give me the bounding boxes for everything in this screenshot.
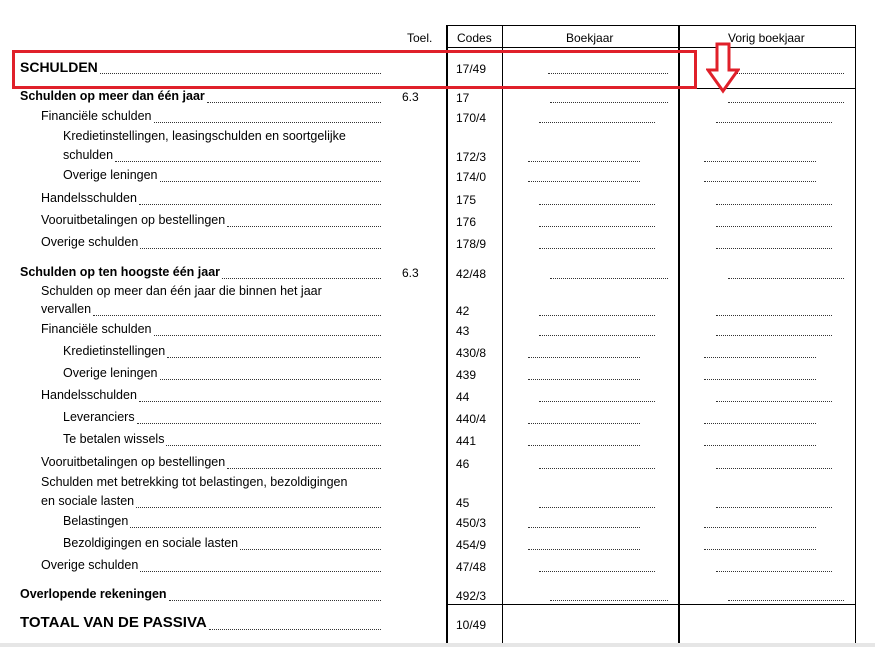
- row-code: 42: [456, 304, 470, 318]
- boekjaar-value: [528, 527, 640, 528]
- row-label: TOTAAL VAN DE PASSIVA: [20, 614, 207, 631]
- leader-dots: [240, 549, 381, 550]
- row-code: 17: [456, 91, 470, 105]
- row-toel: 6.3: [402, 266, 419, 280]
- leader-dots: [207, 102, 381, 103]
- leader-dots: [169, 600, 381, 601]
- vorig-boekjaar-value: [716, 122, 832, 123]
- boekjaar-value: [550, 600, 668, 601]
- row-label: Handelsschulden: [41, 191, 137, 205]
- vorig-boekjaar-value: [716, 335, 832, 336]
- row-label: SCHULDEN: [20, 59, 98, 75]
- leader-dots: [160, 181, 381, 182]
- boekjaar-value: [539, 122, 655, 123]
- vorig-boekjaar-value: [716, 507, 832, 508]
- totaal-top-border: [446, 604, 856, 605]
- leader-dots: [140, 248, 381, 249]
- leader-dots: [209, 629, 381, 630]
- codes-right-border: [502, 25, 503, 644]
- row-code: 42/48: [456, 267, 487, 281]
- header-vorig-boekjaar: Vorig boekjaar: [728, 31, 805, 45]
- header-toel: Toel.: [407, 31, 433, 45]
- row-code: 430/8: [456, 346, 487, 360]
- vorig-boekjaar-value: [716, 315, 832, 316]
- header-top-border: [446, 25, 856, 26]
- boekjaar-value: [539, 335, 655, 336]
- leader-dots: [139, 204, 381, 205]
- boekjaar-value: [528, 445, 640, 446]
- row-code: 175: [456, 193, 477, 207]
- vorig-boekjaar-value: [716, 401, 832, 402]
- row-label: Schulden op meer dan één jaar die binnen het jaar: [41, 284, 322, 298]
- row-label: Overige leningen: [63, 366, 158, 380]
- row-label: Schulden op ten hoogste één jaar: [20, 265, 221, 279]
- row-code: 439: [456, 368, 477, 382]
- row-label: Overige schulden: [41, 558, 139, 572]
- vorig-boekjaar-value: [728, 278, 844, 279]
- vorig-boekjaar-value: [704, 161, 816, 162]
- leader-dots: [154, 122, 381, 123]
- header-boekjaar: Boekjaar: [566, 31, 614, 45]
- row-code: 17/49: [456, 62, 487, 76]
- row-label: Bezoldigingen en sociale lasten: [63, 536, 239, 550]
- vorig-right-border: [855, 25, 856, 644]
- vorig-boekjaar-value: [704, 445, 816, 446]
- leader-dots: [130, 527, 381, 528]
- boekjaar-value: [539, 401, 655, 402]
- row-code: 170/4: [456, 111, 487, 125]
- row-label: schulden: [63, 148, 114, 162]
- row-code: 440/4: [456, 412, 487, 426]
- row-label: Financiële schulden: [41, 109, 152, 123]
- boekjaar-value: [550, 102, 668, 103]
- row-code: 450/3: [456, 516, 487, 530]
- vorig-boekjaar-value: [704, 181, 816, 182]
- row-code: 178/9: [456, 237, 487, 251]
- row-label: Kredietinstellingen: [63, 344, 166, 358]
- vorig-boekjaar-value: [728, 600, 844, 601]
- leader-dots: [222, 278, 381, 279]
- row-code: 47/48: [456, 560, 487, 574]
- down-arrow-icon: [706, 42, 740, 94]
- row-code: 46: [456, 457, 470, 471]
- row-code: 44: [456, 390, 470, 404]
- leader-dots: [227, 468, 381, 469]
- leader-dots: [140, 571, 381, 572]
- row-label: Handelsschulden: [41, 388, 137, 402]
- row-label: vervallen: [41, 302, 92, 316]
- row-code: 176: [456, 215, 477, 229]
- codes-left-border: [446, 25, 448, 644]
- row-label: Vooruitbetalingen op bestellingen: [41, 455, 226, 469]
- row-code: 45: [456, 496, 470, 510]
- boekjaar-value: [528, 181, 640, 182]
- row-label: Vooruitbetalingen op bestellingen: [41, 213, 226, 227]
- boekjaar-value: [528, 549, 640, 550]
- row-code: 492/3: [456, 589, 487, 603]
- highlight-box: [12, 50, 697, 89]
- boekjaar-value: [539, 226, 655, 227]
- leader-dots: [160, 379, 381, 380]
- vorig-boekjaar-value: [716, 226, 832, 227]
- vorig-boekjaar-value: [728, 102, 844, 103]
- row-code: 454/9: [456, 538, 487, 552]
- boekjaar-value: [539, 571, 655, 572]
- boekjaar-value: [528, 357, 640, 358]
- leader-dots: [115, 161, 381, 162]
- vorig-boekjaar-value: [716, 468, 832, 469]
- row-code: 441: [456, 434, 477, 448]
- boekjaar-right-border: [678, 25, 680, 644]
- vorig-boekjaar-value: [704, 423, 816, 424]
- row-label: Kredietinstellingen, leasingschulden en soortgelijke: [63, 129, 346, 143]
- row-code: 10/49: [456, 618, 487, 632]
- boekjaar-value: [528, 379, 640, 380]
- row-code: 174/0: [456, 170, 487, 184]
- leader-dots: [154, 335, 381, 336]
- header-codes: Codes: [457, 31, 492, 45]
- row-label: Te betalen wissels: [63, 432, 165, 446]
- row-label: en sociale lasten: [41, 494, 135, 508]
- boekjaar-value: [528, 161, 640, 162]
- boekjaar-value: [550, 278, 668, 279]
- row-toel: 6.3: [402, 90, 419, 104]
- row-code: 43: [456, 324, 470, 338]
- page-bottom-edge: [0, 643, 875, 647]
- boekjaar-value: [528, 423, 640, 424]
- vorig-boekjaar-value: [716, 571, 832, 572]
- leader-dots: [137, 423, 381, 424]
- vorig-boekjaar-value: [704, 379, 816, 380]
- header-bottom-border: [446, 47, 856, 48]
- boekjaar-value: [539, 468, 655, 469]
- vorig-boekjaar-value: [716, 204, 832, 205]
- vorig-boekjaar-value: [704, 357, 816, 358]
- row-label: Belastingen: [63, 514, 129, 528]
- leader-dots: [167, 357, 381, 358]
- vorig-boekjaar-value: [716, 248, 832, 249]
- row-label: Leveranciers: [63, 410, 135, 424]
- row-label: Overige leningen: [63, 168, 158, 182]
- vorig-boekjaar-value: [726, 73, 844, 74]
- boekjaar-value: [539, 248, 655, 249]
- leader-dots: [227, 226, 381, 227]
- leader-dots: [93, 315, 381, 316]
- row-label: Overlopende rekeningen: [20, 587, 167, 601]
- row-label: Financiële schulden: [41, 322, 152, 336]
- leader-dots: [136, 507, 381, 508]
- row-label: Overige schulden: [41, 235, 139, 249]
- leader-dots: [166, 445, 381, 446]
- row-label: Schulden met betrekking tot belastingen, bezoldigingen: [41, 475, 348, 489]
- row-label: Schulden op meer dan één jaar: [20, 89, 205, 103]
- boekjaar-value: [539, 204, 655, 205]
- row-code: 172/3: [456, 150, 487, 164]
- boekjaar-value: [539, 507, 655, 508]
- leader-dots: [139, 401, 381, 402]
- boekjaar-value: [539, 315, 655, 316]
- vorig-boekjaar-value: [704, 549, 816, 550]
- vorig-boekjaar-value: [704, 527, 816, 528]
